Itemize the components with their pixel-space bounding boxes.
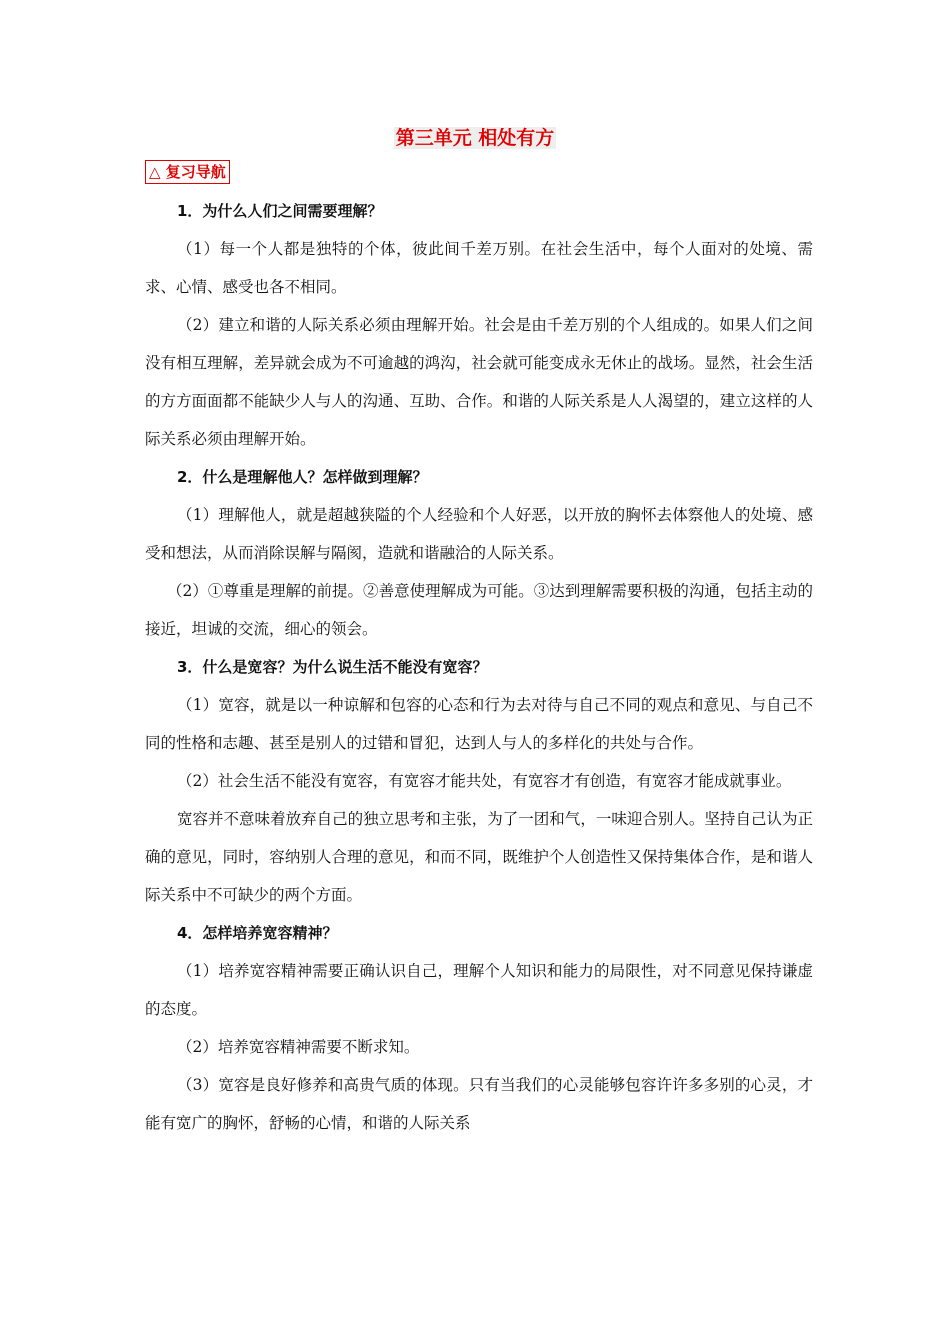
paragraph: （1）每一个人都是独特的个体，彼此间千差万别。在社会生活中，每个人面对的处境、需求、心情、感受也各不相同。: [145, 240, 813, 296]
paragraph: （2）培养宽容精神需要不断求知。: [177, 1038, 420, 1056]
paragraph: （1）培养宽容精神需要正确认识自己，理解个人知识和能力的局限性，对不同意见保持谦虚的态度。: [145, 962, 813, 1018]
paragraph: （2）①尊重是理解的前提。②善意使理解成为可能。③达到理解需要积极的沟通，包括主动的接近，坦诚的交流，细心的领会。: [145, 582, 813, 638]
paragraph: （3）宽容是良好修养和高贵气质的体现。只有当我们的心灵能够包容许许多多别的心灵，才能有宽广的胸怀，舒畅的心情，和谐的人际关系: [145, 1076, 813, 1132]
question-heading-4: 4．怎样培养宽容精神？: [177, 924, 338, 942]
document-title: 第三单元 相处有方: [395, 127, 555, 149]
question-heading-1: 1．为什么人们之间需要理解？: [177, 202, 383, 220]
paragraph: 宽容并不意味着放弃自己的独立思考和主张，为了一团和气，一味迎合别人。坚持自己认为正确的意见，同时，容纳别人合理的意见，和而不同，既维护个人创造性又保持集体合作，是和谐人际关系中不可缺少的两个方面。: [145, 810, 813, 904]
question-heading-2: 2．什么是理解他人？怎样做到理解？: [177, 468, 428, 486]
document-body: [145, 192, 813, 1142]
question-heading-3: 3．什么是宽容？为什么说生活不能没有宽容？: [177, 658, 488, 676]
paragraph: （2）建立和谐的人际关系必须由理解开始。社会是由千差万别的个人组成的。如果人们之间没有相互理解，差异就会成为不可逾越的鸿沟，社会就可能变成永无休止的战场。显然，社会生活的方方面面都不能缺少人与人的沟通、互助、合作。和谐的人际关系是人人渴望的，建立这样的人际关系必须由理解开始。: [145, 316, 813, 448]
paragraph: （1）理解他人，就是超越狭隘的个人经验和个人好恶，以开放的胸怀去体察他人的处境、感受和想法，从而消除误解与隔阂，造就和谐融洽的人际关系。: [145, 506, 813, 562]
paragraph: （2）社会生活不能没有宽容，有宽容才能共处，有宽容才有创造，有宽容才能成就事业。: [177, 772, 792, 790]
paragraph: （1）宽容，就是以一种谅解和包容的心态和行为去对待与自己不同的观点和意见、与自己不同的性格和志趣、甚至是别人的过错和冒犯，达到人与人的多样化的共处与合作。: [145, 696, 813, 752]
review-nav-label: △ 复习导航: [145, 160, 230, 184]
